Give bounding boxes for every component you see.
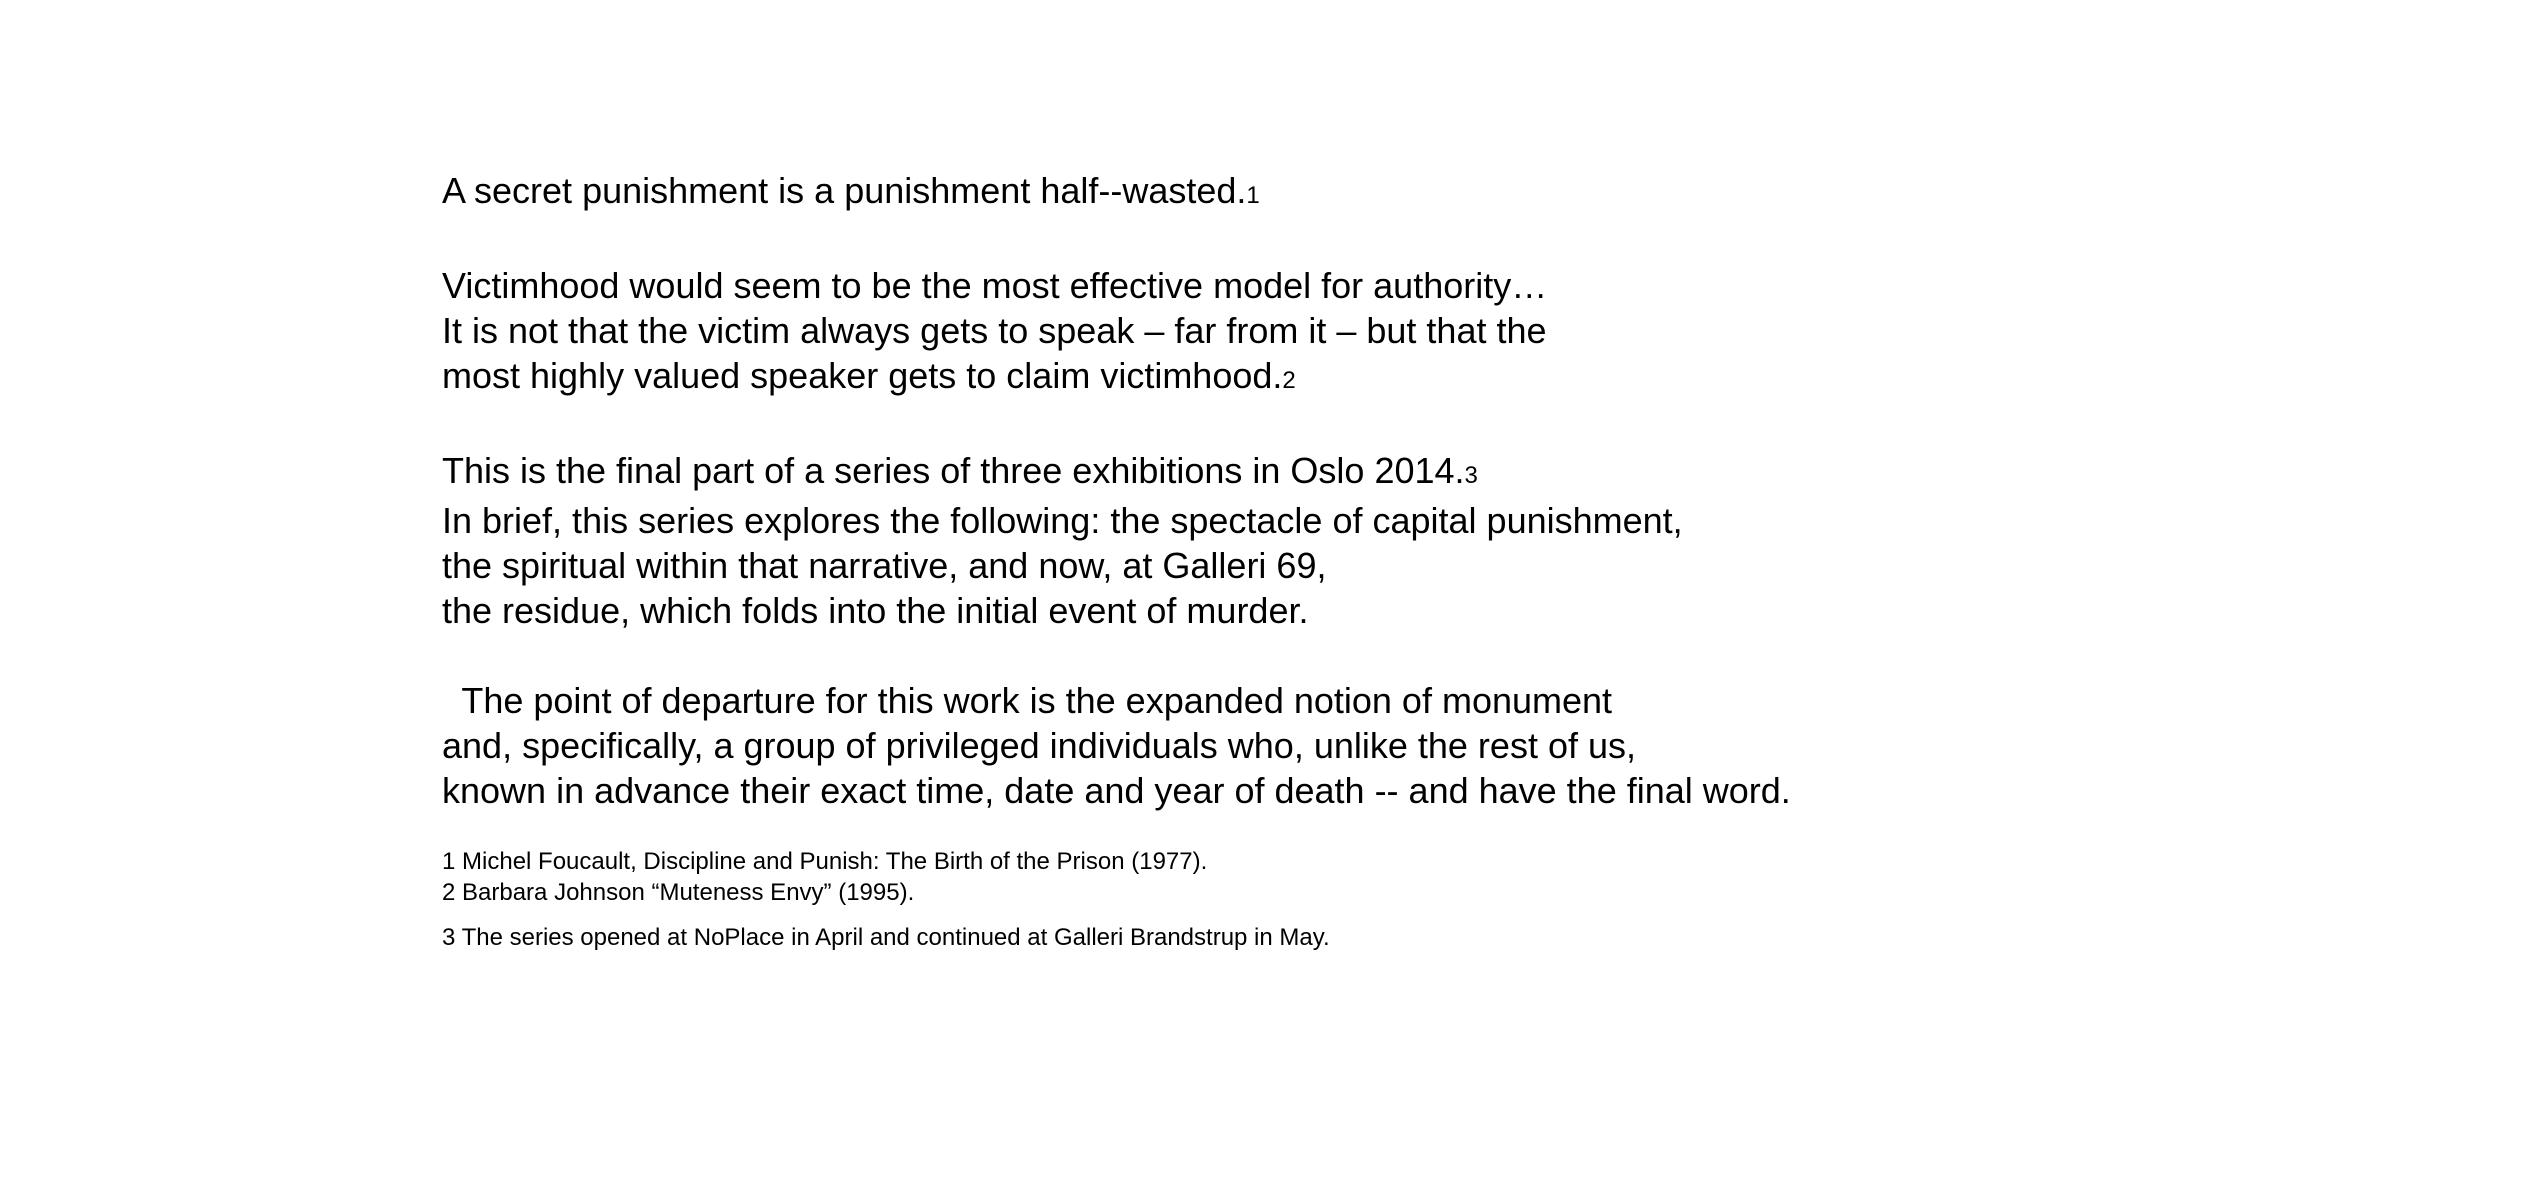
paragraph-departure xyxy=(442,678,2242,813)
footnote-2: 2 Barbara Johnson “Muteness Envy” (1995). xyxy=(442,879,915,906)
text-line: the residue, which folds into the initial event of murder. xyxy=(442,590,1309,631)
paragraph-epigraph-2 xyxy=(442,263,2242,403)
text-line: It is not that the victim always gets to speak – far from it – but that the xyxy=(442,310,1547,351)
paragraph-gap xyxy=(442,403,2242,448)
text-line: known in advance their exact time, date and year of death -- and have the final word. xyxy=(442,770,1791,811)
text-line xyxy=(442,353,2242,403)
text-line-content: A secret punishment is a punishment half--wasted. xyxy=(442,170,1247,211)
text-line: The point of departure for this work is the expanded notion of monument xyxy=(442,680,1613,721)
paragraph-gap xyxy=(442,633,2242,678)
text-line-content: most highly valued speaker gets to claim victimhood. xyxy=(442,355,1283,396)
footnote-ref: 2 xyxy=(1282,367,1296,394)
paragraph-epigraph-1 xyxy=(442,168,2242,218)
text-line: the spiritual within that narrative, and now, at Galleri 69, xyxy=(442,545,1327,586)
footnote-ref: 3 xyxy=(1464,462,1478,489)
footnote-1: 1 Michel Foucault, Discipline and Punish: The Birth of the Prison (1977). xyxy=(442,848,1208,875)
text-line xyxy=(442,168,2242,218)
text-line-content: This is the final part of a series of three exhibitions in Oslo 2014. xyxy=(442,450,1465,491)
text-line xyxy=(442,448,2242,498)
footnotes xyxy=(442,846,2242,953)
main-text xyxy=(442,168,2242,813)
paragraph-series xyxy=(442,448,2242,633)
footnote-3: 3 The series opened at NoPlace in April and continued at Galleri Brandstrup in May. xyxy=(442,924,1330,951)
text-line: Victimhood would seem to be the most effective model for authority… xyxy=(442,265,1548,306)
text-line: In brief, this series explores the following: the spectacle of capital punishment, xyxy=(442,500,1683,541)
text-line: and, specifically, a group of privileged individuals who, unlike the rest of us, xyxy=(442,725,1636,766)
paragraph-gap xyxy=(442,218,2242,263)
footnote-ref: 1 xyxy=(1246,182,1260,209)
